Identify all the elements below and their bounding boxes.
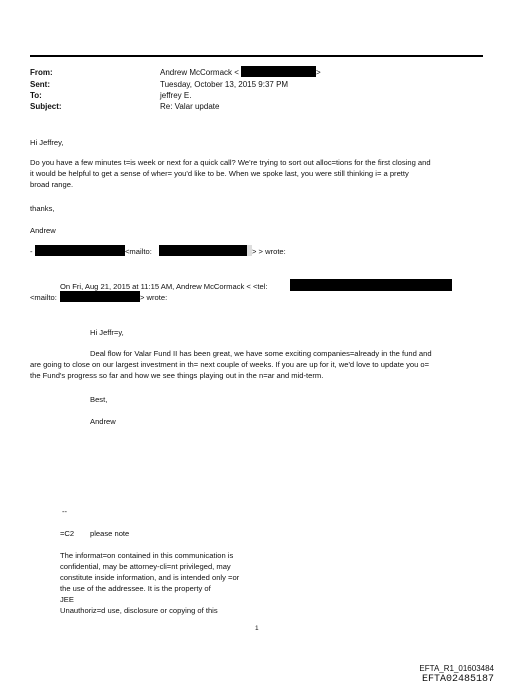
from-label: From:: [30, 68, 53, 77]
disclaimer-line-1: The informat=on contained in this communication is: [60, 551, 234, 560]
wrote-2: > wrote:: [140, 293, 168, 302]
redaction-mailto-2: [60, 291, 140, 302]
quoted-line-2: are going to close on our largest investment in th= next couple of weeks. If you are up for it, we'd love to update you o=: [30, 360, 430, 369]
footer-ref-1: EFTA_R1_01603484: [419, 664, 494, 673]
signature-dashes: --: [62, 507, 68, 516]
quoted-signoff: Andrew: [90, 417, 116, 426]
quoted-line-1: Deal flow for Valar Fund II has been great, we have some exciting companies=already in the fund and: [90, 349, 432, 358]
disclaimer-line-2: confidential, may be attorney-cli=nt privileged, may: [60, 562, 231, 571]
disclaimer-line-6: Unauthoriz=d use, disclosure or copying of this: [60, 606, 218, 615]
please-note: please note: [90, 529, 130, 538]
disclaimer-line-4: the use of the addressee. It is the property of: [60, 584, 211, 593]
from-value-tail: >: [316, 68, 321, 77]
quote-wrote: > > wrote:: [252, 247, 286, 256]
redaction-mailto-1: [159, 245, 247, 256]
disclaimer-line-3: constitute inside information, and is intended only =or: [60, 573, 240, 582]
subject-label: Subject:: [30, 102, 62, 111]
footer-ref-2: EFTA02485187: [421, 674, 494, 685]
redaction-from-email: [241, 66, 316, 77]
page-number: 1: [255, 625, 259, 632]
c2-marker: =C2: [60, 529, 75, 538]
signoff: Andrew: [30, 226, 56, 235]
thanks-line: thanks,: [30, 204, 55, 213]
quote-dash: -: [30, 247, 33, 256]
mailto-2: <mailto:: [30, 293, 57, 302]
redaction-tel: [290, 279, 452, 291]
quote-mailto: <mailto:: [125, 247, 152, 256]
body-line-1: Do you have a few minutes t=is week or next for a quick call? We're trying to sort out alloc=tions for the first closing and: [30, 158, 431, 167]
from-value: Andrew McCormack <: [160, 68, 239, 77]
quoted-line-3: the Fund's progress so far and how we see things playing out in the n=ar and mid-term.: [30, 371, 324, 380]
quoted-greeting: Hi Jeffr=y,: [90, 328, 124, 337]
quoted-best: Best,: [90, 395, 108, 404]
sent-label: Sent:: [30, 80, 50, 89]
to-label: To:: [30, 91, 42, 100]
greeting: Hi Jeffrey,: [30, 138, 64, 147]
body-line-3: broad range.: [30, 180, 74, 189]
to-value: jeffrey E.: [160, 91, 192, 100]
subject-value: Re: Valar update: [160, 102, 220, 111]
disclaimer-line-5: JEE: [60, 595, 74, 604]
redaction-sender-name: [35, 245, 125, 256]
header-rule: [30, 55, 483, 57]
sent-value: Tuesday, October 13, 2015 9:37 PM: [160, 80, 289, 89]
body-line-2: it would be helpful to get a sense of wher= you'd like to be. When we spoke last, you were still thinking i= a pretty: [30, 169, 409, 178]
on-date-line: On Fri, Aug 21, 2015 at 11:15 AM, Andrew McCormack < <tel:: [60, 282, 268, 291]
